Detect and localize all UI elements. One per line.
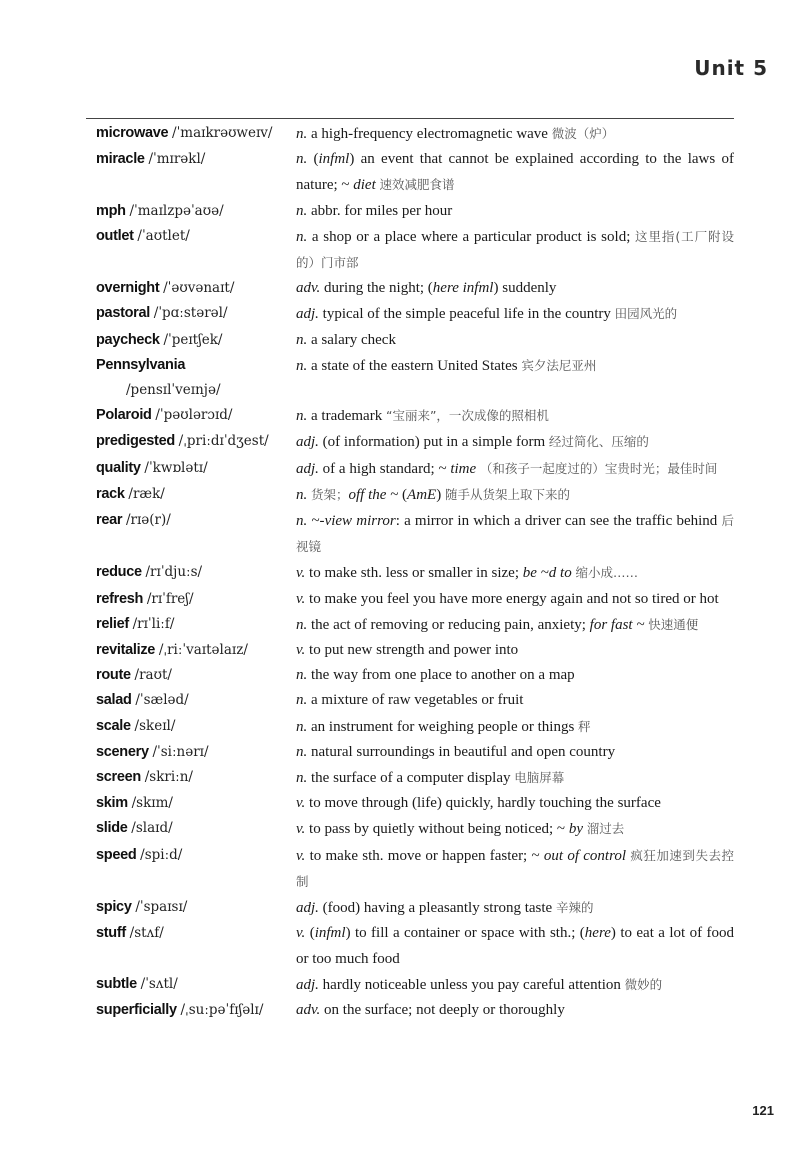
glossary-entry (0, 403, 804, 429)
definition: n. a salary check (296, 331, 396, 348)
pronunciation: /slaɪd/ (131, 820, 173, 837)
headword-column (0, 456, 296, 481)
glossary-entry (0, 972, 804, 998)
glossary-entry (0, 199, 804, 224)
pronunciation: /rɪˈliːf/ (132, 615, 175, 632)
glossary-entry (0, 921, 804, 971)
pronunciation: /raʊt/ (134, 667, 172, 684)
headword: Pennsylvania (96, 356, 186, 373)
definition: v. to move through (life) quickly, hardly touching the surface (296, 795, 661, 812)
glossary-entry (0, 560, 804, 586)
headword: mph (96, 202, 126, 219)
headword-column (0, 612, 296, 637)
glossary-entry (0, 429, 804, 455)
definition: n. a mixture of raw vegetables or fruit (296, 692, 524, 709)
headword: refresh (96, 590, 144, 607)
headword: relief (96, 615, 129, 632)
headword-column (0, 353, 296, 403)
glossary-entry (0, 224, 804, 276)
headword: rack (96, 485, 125, 502)
pronunciation: /ˈmɪrəkl/ (148, 151, 206, 168)
definition: adj. of a high standard; ~ time （和孩子一起度过的）宝贵时光；最佳时间 (296, 460, 718, 477)
glossary-entry (0, 688, 804, 713)
definition: v. to put new strength and power into (296, 642, 519, 659)
headword-column (0, 121, 296, 146)
pronunciation: /stʌf/ (129, 925, 164, 942)
headword: speed (96, 846, 137, 863)
definition: n. 货架；off the ~ (AmE) 随手从货架上取下来的 (296, 486, 570, 503)
headword: stuff (96, 925, 126, 942)
glossary-entry (0, 482, 804, 508)
headword-column (0, 638, 296, 663)
headword: route (96, 667, 131, 684)
pronunciation: /ræk/ (128, 485, 165, 502)
headword: reduce (96, 564, 142, 581)
headword-column (0, 740, 296, 765)
headword-column (0, 688, 296, 713)
definition: n. a high-frequency electromagnetic wave 微波（炉） (296, 126, 615, 142)
pronunciation: /ˌpriːdɪˈdʒest/ (178, 433, 269, 450)
glossary-entry (0, 663, 804, 688)
glossary-entry (0, 121, 804, 147)
definition: n. a trademark “宝丽来”，一次成像的照相机 (296, 408, 549, 425)
pronunciation: /ˈpɑːstərəl/ (153, 305, 228, 322)
pronunciation: /skɪm/ (131, 795, 173, 812)
headword-column (0, 328, 296, 353)
headword-column (0, 429, 296, 454)
glossary-entry (0, 843, 804, 895)
glossary-entry (0, 895, 804, 921)
glossary-entry (0, 998, 804, 1023)
definition: v. (infml) to fill a container or space with sth.; (here) to eat a lot of food or too much food (296, 925, 735, 967)
glossary-entry (0, 791, 804, 816)
pronunciation: /rɪˈfreʃ/ (146, 590, 194, 607)
definition: v. to pass by quietly without being noticed; ~ by 溜过去 (296, 821, 625, 838)
headword: overnight (96, 280, 160, 297)
headword-column (0, 895, 296, 920)
definition: n. the way from one place to another on a map (296, 667, 575, 684)
definition: n. a state of the eastern United States 宾夕法尼亚州 (296, 357, 597, 374)
definition: n. (infml) an event that cannot be explained according to the laws of nature; ~ diet 速效减肥食谱 (296, 151, 734, 194)
pronunciation: /skriːn/ (144, 769, 193, 786)
glossary-entry (0, 638, 804, 663)
pronunciation: /ˈaʊtlet/ (137, 227, 190, 244)
headword-column (0, 843, 296, 868)
pronunciation: /pensɪlˈveɪnjə/ (126, 382, 221, 399)
pronunciation: /ˈpəʊlərɔɪd/ (155, 407, 233, 424)
headword: rear (96, 512, 123, 529)
headword-column (0, 998, 296, 1023)
pronunciation: /ˈsæləd/ (135, 692, 189, 709)
pronunciation: /ˈmaɪlzpəˈaʊə/ (129, 202, 224, 219)
pronunciation: /ˌsuːpəˈfɪʃəlɪ/ (180, 1001, 264, 1018)
definition: n. abbr. for miles per hour (296, 202, 453, 219)
headword-column (0, 714, 296, 739)
definition: v. to make sth. move or happen faster; ~ out of control 疯狂加速到失去控制 (296, 847, 734, 889)
headword: scenery (96, 743, 149, 760)
definition: n. ~-view mirror: a mirror in which a driver can see the traffic behind 后视镜 (296, 513, 734, 555)
glossary-entry (0, 456, 804, 482)
headword-column (0, 482, 296, 507)
headword: superficially (96, 1001, 177, 1018)
glossary-entry (0, 612, 804, 638)
headword-column (0, 972, 296, 997)
glossary-list (0, 121, 804, 1023)
headword: paycheck (96, 331, 160, 348)
pronunciation: /rɪˈdjuːs/ (145, 564, 203, 581)
pronunciation: /spiːd/ (140, 846, 183, 863)
pronunciation: /ˈmaɪkrəʊweɪv/ (172, 125, 273, 141)
pronunciation: /skeɪl/ (134, 717, 176, 734)
glossary-entry (0, 353, 804, 403)
definition: n. natural surroundings in beautiful and open country (296, 743, 616, 760)
glossary-entry (0, 508, 804, 560)
definition: adv. during the night; (here infml) suddenly (296, 280, 557, 297)
definition: n. the act of removing or reducing pain, anxiety; for fast ~ 快速通便 (296, 616, 699, 633)
headword: predigested (96, 433, 175, 450)
glossary-entry (0, 816, 804, 842)
definition: n. an instrument for weighing people or things 秤 (296, 718, 591, 735)
headword: miracle (96, 151, 145, 168)
headword-column (0, 663, 296, 688)
headword: slide (96, 820, 128, 837)
glossary-entry (0, 276, 804, 301)
pronunciation: /ˌriːˈvaɪtəlaɪz/ (158, 642, 248, 659)
glossary-entry (0, 301, 804, 327)
definition: adj. (of information) put in a simple form 经过简化、压缩的 (296, 434, 649, 451)
headword-column (0, 224, 296, 249)
headword: quality (96, 459, 141, 476)
headword-column (0, 791, 296, 816)
headword-column (0, 508, 296, 533)
headword-column (0, 301, 296, 326)
glossary-entry (0, 740, 804, 765)
definition: v. to make sth. less or smaller in size; be ~d to 缩小成…… (296, 565, 638, 582)
headword-column (0, 921, 296, 946)
page-number: 121 (752, 1103, 774, 1118)
headword-column (0, 587, 296, 612)
headword: spicy (96, 899, 132, 916)
headword: salad (96, 692, 132, 709)
definition: adj. (food) having a pleasantly strong taste 辛辣的 (296, 900, 594, 917)
headword-column (0, 199, 296, 224)
headword: outlet (96, 227, 134, 244)
headword: subtle (96, 975, 137, 992)
headword-column (0, 147, 296, 172)
headword: scale (96, 717, 131, 734)
headword-column (0, 560, 296, 585)
glossary-entry (0, 328, 804, 353)
definition: adj. typical of the simple peaceful life in the country 田园风光的 (296, 306, 678, 323)
headword-column (0, 276, 296, 301)
definition: v. to make you feel you have more energy again and not so tired or hot (296, 590, 719, 607)
pronunciation: /ˈkwɒlətɪ/ (144, 459, 208, 476)
headword-column (0, 765, 296, 790)
pronunciation: /ˈpeɪtʃek/ (163, 331, 223, 348)
definition: adj. hardly noticeable unless you pay careful attention 微妙的 (296, 976, 663, 993)
headword: skim (96, 795, 128, 812)
pronunciation: /ˈsiːnərɪ/ (152, 743, 209, 760)
headword: microwave (96, 125, 169, 141)
definition: n. a shop or a place where a particular product is sold; 这里指(工厂附设的）门市部 (296, 228, 734, 271)
pronunciation: /ˈspaɪsɪ/ (135, 899, 188, 916)
headword: screen (96, 769, 141, 786)
headword: revitalize (96, 642, 156, 659)
headword: Polaroid (96, 407, 152, 424)
definition: n. the surface of a computer display 电脑屏幕 (296, 770, 565, 787)
glossary-entry (0, 147, 804, 198)
glossary-entry (0, 714, 804, 740)
glossary-entry (0, 587, 804, 612)
headword-column (0, 816, 296, 841)
headword: pastoral (96, 305, 151, 322)
definition: adv. on the surface; not deeply or thoroughly (296, 1001, 565, 1018)
unit-title: Unit 5 (694, 56, 768, 80)
pronunciation: /ˈəʊvənaɪt/ (163, 280, 235, 297)
pronunciation: /rɪə(r)/ (125, 512, 171, 529)
glossary-entry (0, 765, 804, 791)
headword-column (0, 403, 296, 428)
pronunciation: /ˈsʌtl/ (140, 975, 178, 992)
header-rule (86, 118, 734, 119)
